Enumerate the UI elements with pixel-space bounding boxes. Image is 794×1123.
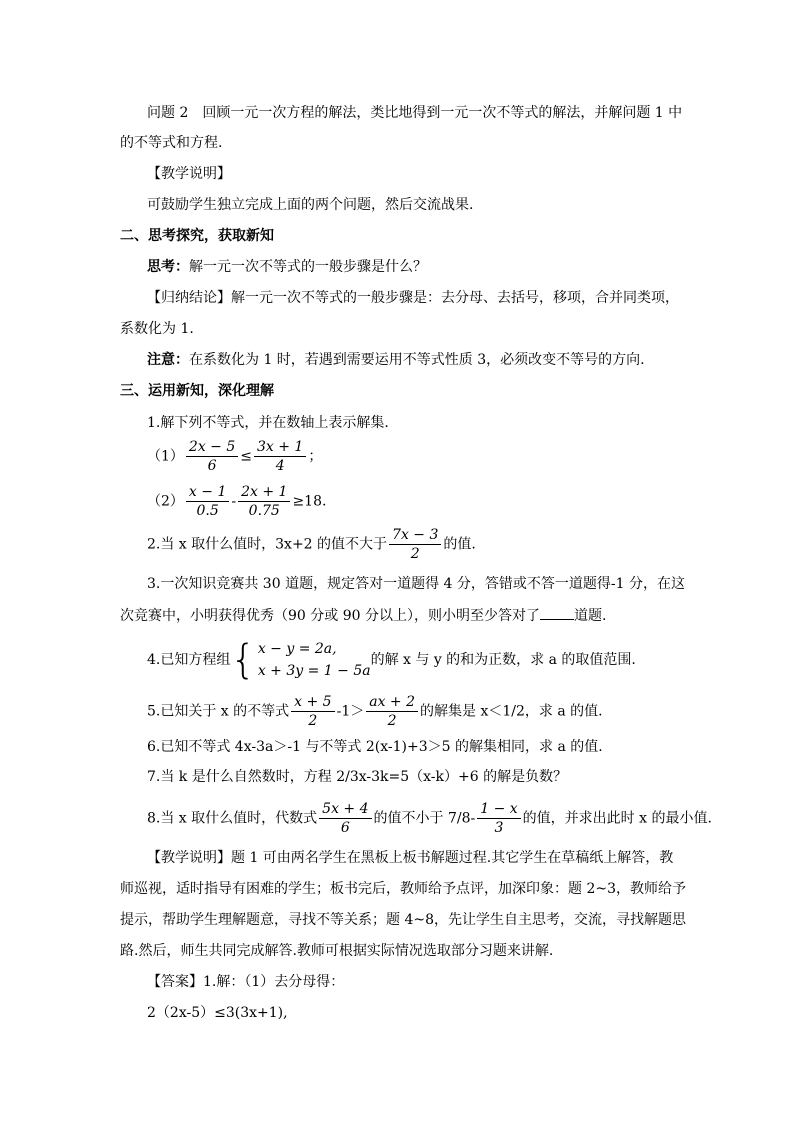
fraction-numerator: 2x − 5 (186, 438, 238, 457)
ex1-p1-end: ； (308, 448, 323, 465)
equation-1: x − y = 2a, (257, 641, 337, 657)
ex5-mid: -1＞ (336, 703, 365, 720)
ex1-p2-operator: - (231, 493, 237, 510)
ex2-pre: 2.当 x 取什么值时，3x+2 的值不大于 (147, 536, 388, 553)
conclusion-line (147, 288, 679, 308)
ex8-fraction-b (477, 800, 520, 837)
ex1-p2-end: ≥18. (292, 493, 327, 510)
answer-text1: 1.解：（1）去分母得： (203, 974, 345, 990)
fraction-denominator: 2 (410, 546, 420, 562)
ex1-p2-fraction-b (238, 483, 290, 520)
section2-heading: 二、思考探究，获取新知 (120, 228, 274, 244)
ex3-line2-pre: 次竞赛中，小明获得优秀（90 分或 90 分以上），则小明至少答对了 (120, 608, 540, 624)
problem2-line2: 的不等式和方程. (120, 135, 223, 151)
teach-note2-label: 【教学说明】 (147, 850, 231, 866)
fraction-denominator: 4 (275, 458, 285, 474)
left-brace-icon: { (230, 637, 256, 683)
ex7-line: 7.当 k 是什么自然数时，方程 2/3x-3k=5（x-k）+6 的解是负数？ (147, 769, 568, 785)
fraction-numerator: 7x − 3 (389, 526, 441, 545)
ex3-line1: 3.一次知识竞赛共 30 道题，规定答对一道题得 4 分，答错或不答一道题得-1 分，在这 (147, 576, 685, 592)
think-text: 解一元一次不等式的一般步骤是什么？ (189, 259, 427, 275)
ex4-pre: 4.已知方程组 (147, 652, 231, 668)
equation-system (258, 638, 371, 682)
ex8-post: 的值，并求出此时 x 的最小值. (522, 810, 712, 827)
ex5-fraction-b (366, 693, 418, 730)
teach-note1-text: 可鼓励学生独立完成上面的两个问题，然后交流战果. (147, 197, 474, 213)
conclusion-label: 【归纳结论】 (147, 290, 231, 306)
ex2-fraction (389, 526, 441, 563)
answer-line2: 2（2x-5）≤3(3x+1), (147, 1005, 288, 1021)
ex1-p2-label: （2） (147, 493, 184, 510)
fraction-denominator: 2 (387, 713, 397, 729)
note-text: 在系数化为 1 时，若遇到需要运用不等式性质 3，必须改变不等号的方向. (189, 352, 645, 368)
teach-note1-label: 【教学说明】 (147, 166, 231, 182)
answer-blank (540, 605, 574, 620)
teach-note2-line1 (147, 848, 673, 868)
section3-heading: 三、运用新知，深化理解 (120, 383, 274, 399)
teach-note2-line2: 师巡视，适时指导有困难的学生；板书完后，教师给予点评，加深印象：题 2~3，教师给予 (120, 881, 686, 897)
fraction-denominator: 6 (340, 820, 350, 836)
equation-2: x + 3y = 1 − 5a (257, 663, 371, 679)
fraction-numerator: 3x + 1 (254, 438, 306, 457)
ex4-post: 的解 x 与 y 的和为正数，求 a 的取值范围. (370, 652, 636, 668)
ex8-line (147, 800, 712, 837)
ex1-intro: 1.解下列不等式，并在数轴上表示解集. (147, 415, 389, 431)
ex5-fraction-a (291, 693, 334, 730)
fraction-denominator: 0.75 (248, 503, 280, 519)
teach-note2-line4: 路.然后，师生共同完成解答.教师可根据实际情况选取部分习题来讲解. (120, 943, 554, 959)
ex8-fraction-a (319, 800, 371, 837)
ex1-part1 (147, 438, 322, 475)
ex5-line (147, 693, 603, 730)
note-line (147, 350, 645, 370)
fraction-denominator: 0.5 (196, 503, 219, 519)
fraction-denominator: 6 (207, 458, 217, 474)
fraction-numerator: 2x + 1 (238, 483, 290, 502)
teach-note2-line3: 提示，帮助学生理解题意，寻找不等关系；题 4~8，先让学生自主思考，交流，寻找解题思 (120, 912, 686, 928)
teach-note2-text1: 题 1 可由两名学生在黑板上板书解题过程.其它学生在草稿纸上解答，教 (231, 850, 674, 866)
think-line (147, 257, 427, 277)
ex1-part2 (147, 483, 326, 520)
ex3-line2-post: 道题. (573, 608, 607, 624)
ex8-pre: 8.当 x 取什么值时，代数式 (147, 810, 318, 827)
ex4-line (147, 638, 636, 682)
ex2-post: 的值. (443, 536, 476, 553)
fraction-numerator: ax + 2 (366, 693, 418, 712)
fraction-denominator: 2 (308, 713, 318, 729)
ex1-p1-fraction-b (254, 438, 306, 475)
fraction-numerator: 1 − x (477, 800, 520, 819)
ex3-line2 (120, 605, 606, 626)
fraction-numerator: x + 5 (291, 693, 334, 712)
ex5-pre: 5.已知关于 x 的不等式 (147, 703, 290, 720)
conclusion-line2: 系数化为 1. (120, 321, 194, 337)
ex2-line (147, 526, 476, 563)
answer-line1 (147, 972, 344, 992)
note-label: 注意： (147, 352, 189, 368)
answer-label: 【答案】 (147, 974, 203, 990)
fraction-denominator: 3 (494, 820, 504, 836)
ex1-p1-operator: ≤ (240, 448, 252, 465)
ex1-p1-fraction-a (186, 438, 238, 475)
ex1-p2-fraction-a (186, 483, 229, 520)
think-label: 思考： (147, 259, 189, 275)
ex6-line: 6.已知不等式 4x-3a＞-1 与不等式 2(x-1)+3＞5 的解集相同，求 a 的值. (147, 739, 603, 755)
fraction-numerator: x − 1 (186, 483, 229, 502)
fraction-numerator: 5x + 4 (319, 800, 371, 819)
conclusion-text: 解一元一次不等式的一般步骤是：去分母、去括号，移项，合并同类项， (231, 290, 679, 306)
ex5-post: 的解集是 x＜1/2，求 a 的值. (420, 703, 603, 720)
ex1-p1-label: （1） (147, 448, 184, 465)
problem2-line1: 问题 2 回顾一元一次方程的解法，类比地得到一元一次不等式的解法，并解问题 1 中 (147, 105, 683, 121)
ex8-mid: 的值不小于 7/8- (373, 810, 476, 827)
